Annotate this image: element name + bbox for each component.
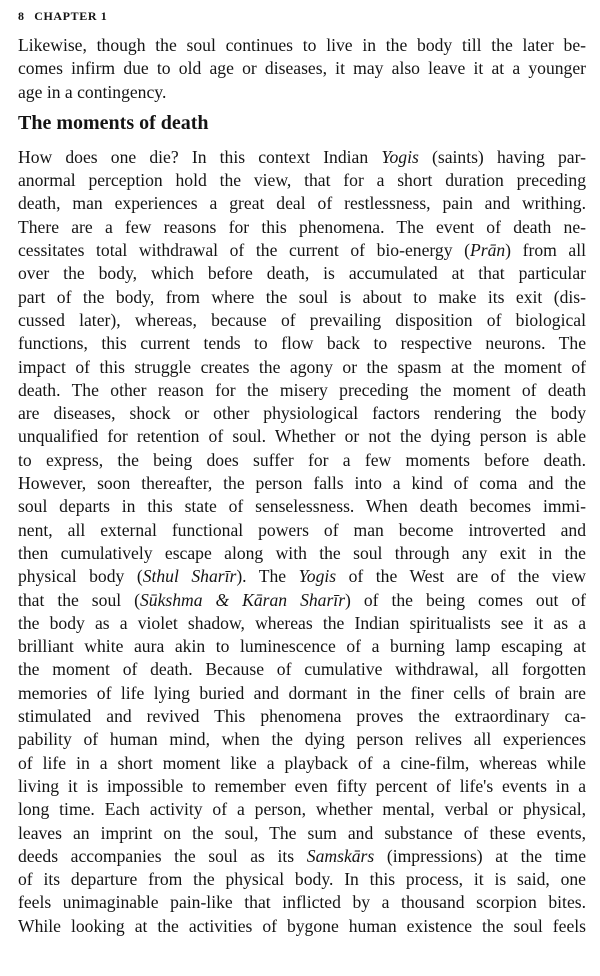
text-line [18, 822, 586, 845]
text-line [18, 519, 586, 542]
text-run: death. The other reason for the misery preceding the moment of death [18, 379, 586, 400]
text-run: feels unimaginable pain-like that inflicted by a thousand scorpion bites. [18, 892, 586, 913]
text-run: the moment of death. Because of cumulative withdrawal, all forgotten [18, 659, 586, 680]
text-line [18, 752, 586, 775]
text-run: ) from all [505, 240, 586, 261]
text-run: of its departure from the physical body. In this process, it is said, one [18, 869, 586, 890]
text-run: the body as a violet shadow, whereas the Indian spiritualists see it as a [18, 612, 586, 633]
text-line [18, 425, 586, 448]
chapter-label: CHAPTER 1 [34, 9, 108, 23]
text-run: that the soul ( [18, 589, 140, 610]
text-line [18, 565, 586, 588]
italic-term: Prān [469, 240, 506, 261]
text-run: functions, this current tends to flow back to respective neurons. The [18, 333, 586, 354]
text-line [18, 589, 586, 612]
text-run: living it is impossible to remember even fifty percent of life's events in a [18, 775, 586, 796]
text-line [18, 728, 586, 751]
text-line [18, 845, 586, 868]
text-run: There are a few reasons for this phenomena. The event of death ne- [18, 216, 586, 237]
italic-term: Samskārs [306, 845, 375, 866]
running-header [18, 8, 586, 24]
text-run: nent, all external functional powers of man become introverted and [18, 519, 586, 540]
text-run: over the body, which before death, is accumulated at that particular [18, 263, 586, 284]
text-run: to express, the being does suffer for a few moments before death. [18, 449, 586, 470]
text-run: brilliant white aura akin to luminescence of a burning lamp escaping at [18, 636, 586, 657]
italic-term: Yogis [298, 566, 337, 587]
text-run: then cumulatively escape along with the soul through any exit in the [18, 542, 586, 563]
text-run: impact of this struggle creates the agony or the spasm at the moment of [18, 356, 586, 377]
text-line: Likewise, though the soul continues to live in the body till the later be- [18, 35, 586, 55]
italic-term: Yogis [381, 146, 419, 167]
text-line [18, 216, 586, 239]
text-line: age in a contingency. [18, 81, 167, 102]
text-line [18, 658, 586, 681]
text-run: part of the body, from where the soul is about to make its exit (dis- [18, 286, 586, 307]
text-line [18, 775, 586, 798]
text-run: ). The [236, 566, 299, 587]
text-run: cussed later), whereas, because of prevailing disposition of biological [18, 309, 586, 330]
text-run: anormal perception hold the view, that for a short duration preceding [18, 170, 586, 191]
italic-term: Sthul Sharīr [142, 566, 237, 587]
text-line [18, 612, 586, 635]
text-run: are diseases, shock or other physiological factors rendering the body [18, 403, 586, 424]
text-line [18, 262, 586, 285]
text-line [18, 542, 586, 565]
text-line [18, 239, 586, 262]
text-run: While looking at the activities of bygone human existence the soul feels [18, 915, 586, 936]
text-run: of the West are of the view [336, 566, 587, 587]
text-line [18, 309, 586, 332]
text-run: However, soon thereafter, the person falls into a kind of coma and the [18, 473, 586, 494]
text-run: cessitates total withdrawal of the current of bio-energy ( [18, 240, 470, 261]
text-run: death, man experiences a great deal of restlessness, pain and writhing. [18, 193, 586, 214]
text-line [18, 286, 586, 309]
text-line [18, 146, 586, 169]
section-heading: The moments of death [18, 111, 209, 134]
text-run: How does one die? In this context Indian [18, 146, 382, 167]
text-line [18, 402, 586, 425]
text-run: (impressions) at the time [374, 845, 587, 866]
text-run: (saints) having par- [418, 146, 586, 167]
text-line [18, 868, 586, 891]
text-line [18, 332, 586, 355]
text-run: deeds accompanies the soul as its [18, 845, 307, 866]
text-line [18, 449, 586, 472]
body-paragraph [18, 146, 586, 938]
text-run: memories of life lying buried and dormant in the finer cells of brain are [18, 682, 586, 703]
text-line [18, 495, 586, 518]
text-line [18, 169, 586, 192]
text-line: comes infirm due to old age or diseases, it may also leave it at a younger [18, 58, 586, 79]
text-run: of life in a short moment like a playback of a cine-film, whereas while [18, 752, 586, 773]
text-run: pability of human mind, when the dying person relives all experiences [18, 729, 586, 750]
text-line [18, 705, 586, 728]
text-line [18, 379, 586, 402]
text-line [18, 915, 586, 938]
text-run: physical body ( [18, 566, 143, 587]
intro-paragraph [18, 34, 586, 104]
text-line [18, 682, 586, 705]
text-run: leaves an imprint on the soul, The sum and substance of these events, [18, 822, 586, 843]
book-page [18, 8, 586, 938]
text-run: ) of the being comes out of [345, 589, 587, 610]
italic-term: Sūkshma & Kāran Sharīr [139, 589, 346, 610]
page-number: 8 [18, 9, 25, 23]
text-line [18, 891, 586, 914]
text-line [18, 635, 586, 658]
text-run: unqualified for retention of soul. Whether or not the dying person is able [18, 426, 586, 447]
text-line [18, 356, 586, 379]
text-run: stimulated and revived This phenomena proves the extraordinary ca- [18, 706, 586, 727]
text-line [18, 798, 586, 821]
text-run: long time. Each activity of a person, whether mental, verbal or physical, [18, 799, 586, 820]
text-line [18, 192, 586, 215]
text-line [18, 472, 586, 495]
text-run: soul departs in this state of senselessness. When death becomes immi- [18, 496, 586, 517]
